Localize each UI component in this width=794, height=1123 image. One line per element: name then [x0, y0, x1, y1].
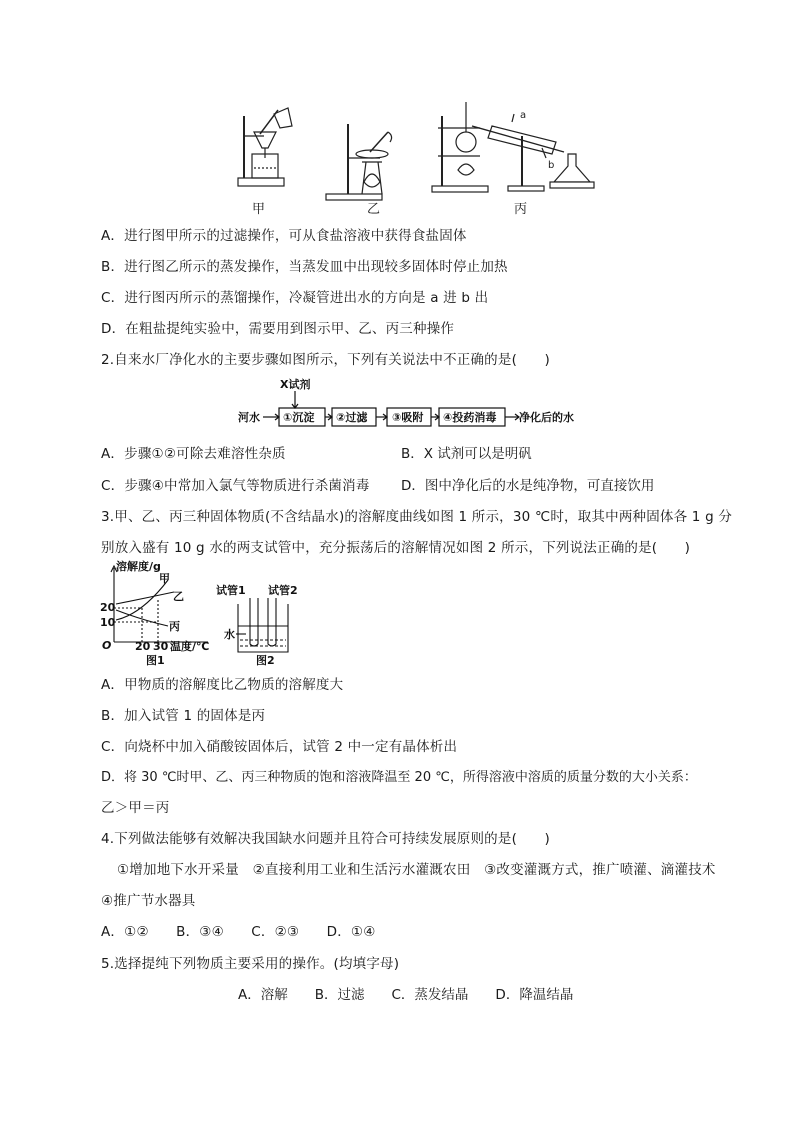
flow-reagent-label: X试剂	[280, 378, 311, 391]
fig1-ytick-20: 20	[100, 601, 116, 614]
curve-label-bing: 丙	[169, 620, 180, 633]
solubility-figure	[96, 558, 316, 670]
fig2-tube2-label: 试管2	[268, 584, 298, 597]
q1-option-d: D．在粗盐提纯实验中，需要用到图示甲、乙、丙三种操作	[101, 321, 455, 337]
q1-option-c: C．进行图丙所示的蒸馏操作，冷凝管进出水的方向是 a 进 b 出	[101, 290, 489, 306]
q1-option-b: B．进行图乙所示的蒸发操作，当蒸发皿中出现较多固体时停止加热	[101, 259, 508, 275]
fig1-ytick-10: 10	[100, 616, 116, 629]
q3-stem-line1: 3.甲、乙、丙三种固体物质(不含结晶水)的溶解度曲线如图 1 所示，30 ℃时，取其中两种固体各 1 g 分	[101, 509, 733, 525]
curve-yi	[116, 592, 174, 604]
q3-option-d-line2: 乙＞甲＝丙	[101, 800, 170, 816]
q4-options: A．①② B．③④ C．②③ D．①④	[101, 924, 376, 940]
flow-step-3: ③吸附	[392, 411, 424, 424]
flow-start-label: 河水	[238, 411, 260, 424]
caption-jia: 甲	[252, 202, 266, 217]
q2-option-d: D．图中净化后的水是纯净物，可直接饮用	[401, 478, 655, 494]
fig1-xlabel: 温度/℃	[170, 640, 210, 653]
caption-yi: 乙	[367, 202, 381, 217]
flow-step-4: ④投药消毒	[443, 411, 497, 424]
fig2-water-label: 水	[224, 628, 235, 641]
q5-stem: 5.选择提纯下列物质主要采用的操作。(均填字母)	[101, 956, 400, 972]
flow-end-label: 净化后的水	[519, 411, 574, 424]
fig1-xtick-20: 20	[135, 640, 151, 653]
fig1-caption: 图1	[146, 654, 165, 667]
flow-step-2: ②过滤	[336, 411, 368, 424]
q4-items-line2: ④推广节水器具	[101, 893, 196, 909]
curve-label-jia: 甲	[159, 572, 170, 585]
flow-step-1: ①沉淀	[283, 411, 315, 424]
q1-option-a: A．进行图甲所示的过滤操作，可从食盐溶液中获得食盐固体	[101, 228, 467, 244]
curve-label-yi: 乙	[173, 590, 184, 603]
apparatus-figure	[230, 96, 610, 218]
q3-option-b: B．加入试管 1 的固体是丙	[101, 708, 266, 724]
q3-option-a: A．甲物质的溶解度比乙物质的溶解度大	[101, 677, 344, 693]
q4-items-line1: ①增加地下水开采量 ②直接利用工业和生活污水灌溉农田 ③改变灌溉方式，推广喷灌、滴灌技术	[117, 862, 716, 878]
water-treatment-flowchart	[236, 377, 596, 429]
fig1-origin: O	[102, 639, 112, 652]
fig1-ylabel: 溶解度/g	[116, 560, 161, 573]
q2-stem: 2.自来水厂净化水的主要步骤如图所示，下列有关说法中不正确的是( )	[101, 352, 550, 368]
q3-option-d-line1: D．将 30 ℃时甲、乙、丙三种物质的饱和溶液降温至 20 ℃，所得溶液中溶质的质量分数的大小关系：	[101, 770, 697, 785]
q4-stem: 4.下列做法能够有效解决我国缺水问题并且符合可持续发展原则的是( )	[101, 831, 550, 847]
q3-stem-line2: 别放入盛有 10 g 水的两支试管中，充分振荡后的溶解情况如图 2 所示，下列说法正确的是( )	[101, 540, 691, 556]
q2-option-c: C．步骤④中常加入氯气等物质进行杀菌消毒	[101, 478, 370, 494]
fig2-caption: 图2	[256, 654, 275, 667]
condenser-label-a: a	[520, 110, 527, 121]
q3-option-c: C．向烧杯中加入硝酸铵固体后，试管 2 中一定有晶体析出	[101, 739, 458, 755]
condenser-label-b: b	[548, 160, 555, 171]
caption-bing: 丙	[514, 202, 528, 217]
q2-option-b: B．X 试剂可以是明矾	[401, 446, 532, 462]
q5-options: A．溶解 B．过滤 C．蒸发结晶 D．降温结晶	[238, 987, 574, 1003]
fig2-tube1-label: 试管1	[216, 584, 246, 597]
fig1-xtick-30: 30	[153, 640, 169, 653]
q2-option-a: A．步骤①②可除去难溶性杂质	[101, 446, 286, 462]
